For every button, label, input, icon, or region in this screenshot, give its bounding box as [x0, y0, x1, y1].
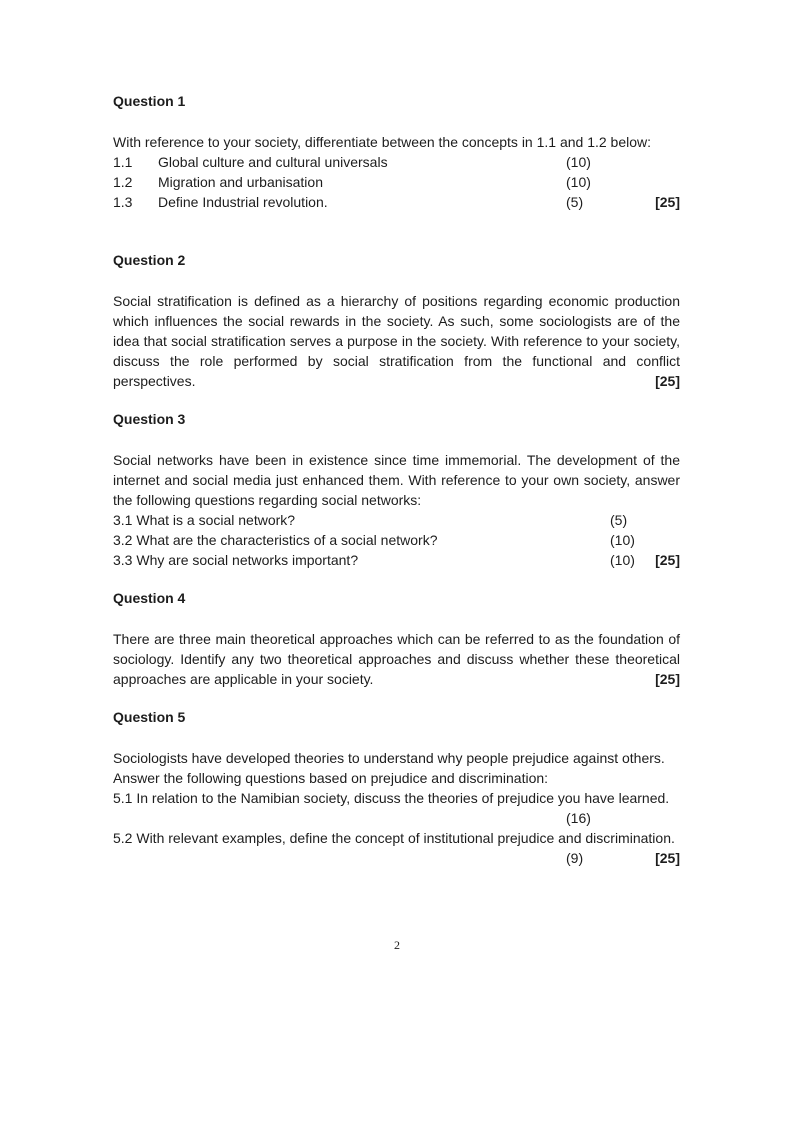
question-total: [25]: [655, 373, 680, 389]
item-number: 1.3: [113, 194, 133, 210]
question-3-heading: Question 3: [113, 411, 186, 427]
question-3-item: [113, 510, 680, 530]
item-marks: (10): [610, 552, 635, 568]
item-marks: (16): [566, 810, 591, 826]
question-3-item: [113, 550, 680, 570]
question-1-item: [113, 152, 680, 172]
item-label: 3.2 What are the characteristics of a social network?: [113, 532, 438, 548]
question-5-item-2-marks-row: [113, 848, 680, 868]
item-marks: (10): [566, 174, 591, 190]
question-5-item-1-marks-row: [113, 808, 680, 828]
item-number: 1.1: [113, 154, 133, 170]
question-3-item: [113, 530, 680, 550]
question-1-item: [113, 192, 680, 212]
item-label: 3.1 What is a social network?: [113, 512, 296, 528]
question-total: [25]: [655, 552, 680, 568]
item-marks: (9): [566, 850, 584, 866]
question-3-body: Social networks have been in existence since time immemorial. The development of the internet and social media just enhanced them. With reference to your own society, answer the following questions regarding social networks:: [113, 452, 680, 508]
page-number: 2: [394, 938, 400, 952]
item-marks: (5): [610, 512, 628, 528]
item-label: Define Industrial revolution.: [158, 194, 328, 210]
question-2-heading: Question 2: [113, 252, 186, 268]
question-2-total-row: [113, 371, 680, 391]
question-5-body: Sociologists have developed theories to understand why people prejudice against others. Answer the following questions based on prejudice and discrimination:: [113, 750, 665, 786]
question-5-item-1: 5.1 In relation to the Namibian society, discuss the theories of prejudice you have learned.: [113, 790, 670, 806]
question-2-body: Social stratification is defined as a hierarchy of positions regarding economic production which influences the social rewards in the society. As such, some sociologists are of the idea that social stratification serves a purpose in the society. With reference to your society, discuss the role performed by social stratification from the functional and conflict perspectives.: [113, 293, 680, 389]
item-marks: (10): [566, 154, 591, 170]
question-1-heading: Question 1: [113, 93, 186, 109]
question-5-item-2: 5.2 With relevant examples, define the concept of institutional prejudice and discrimination.: [113, 830, 675, 846]
question-total: [25]: [655, 194, 680, 210]
question-1-intro: With reference to your society, differentiate between the concepts in 1.1 and 1.2 below:: [113, 134, 652, 150]
item-label: Migration and urbanisation: [158, 174, 323, 190]
question-1-item: [113, 172, 680, 192]
item-label: Global culture and cultural universals: [158, 154, 388, 170]
question-4-total-row: [113, 669, 680, 689]
item-marks: (5): [566, 194, 584, 210]
item-marks: (10): [610, 532, 635, 548]
question-total: [25]: [655, 850, 680, 866]
question-4-body: There are three main theoretical approaches which can be referred to as the foundation of sociology. Identify any two theoretical approaches and discuss whether these theoretical approaches are applicable in your society.: [113, 631, 680, 687]
question-total: [25]: [655, 671, 680, 687]
item-label: 3.3 Why are social networks important?: [113, 552, 359, 568]
item-number: 1.2: [113, 174, 133, 190]
question-5-heading: Question 5: [113, 709, 186, 725]
question-4-heading: Question 4: [113, 590, 186, 606]
